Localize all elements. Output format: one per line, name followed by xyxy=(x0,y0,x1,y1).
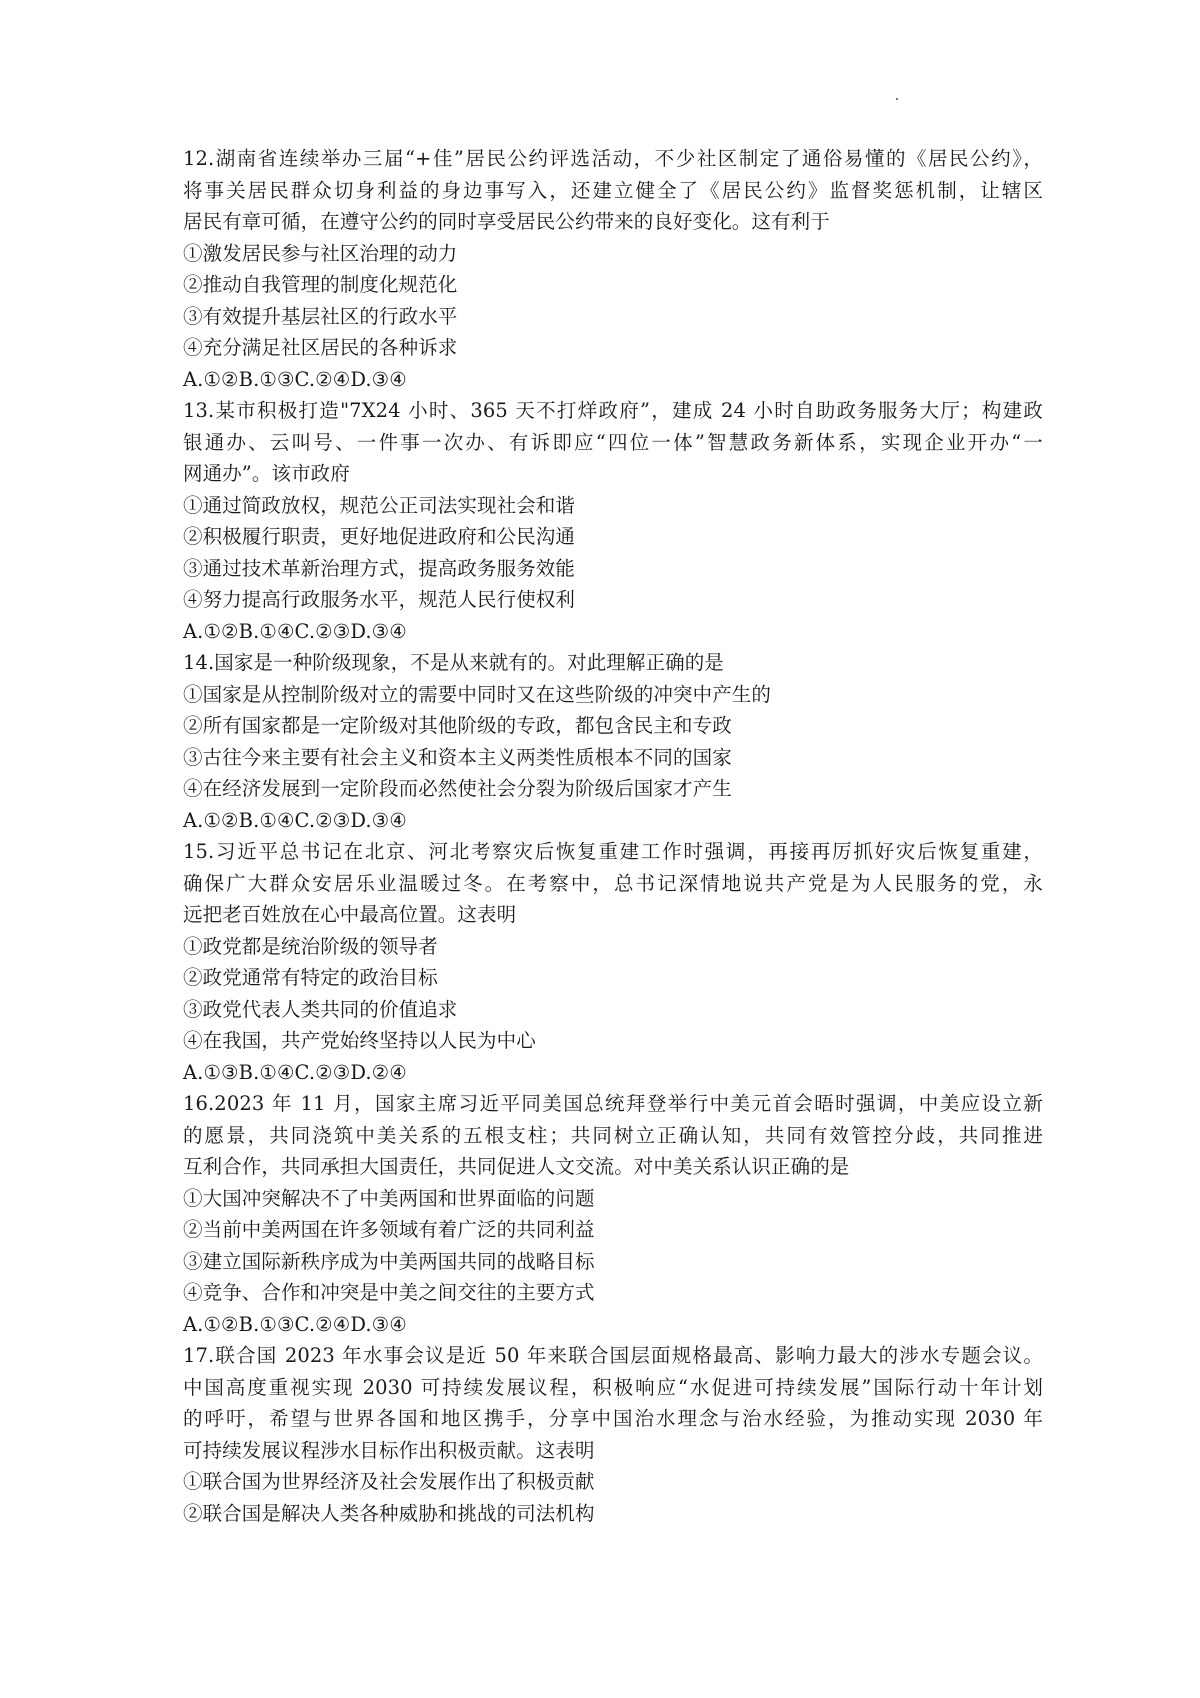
option-4: ④充分满足社区居民的各种诉求 xyxy=(183,336,458,359)
option-2: ②推动自我管理的制度化规范化 xyxy=(183,273,458,296)
answer-choices: A.①②B.①④C.②③D.③④ xyxy=(183,808,407,832)
question-stem-line: 的愿景，共同浇筑中美关系的五根支柱；共同树立正确认知，共同有效管控分歧，共同推进 xyxy=(183,1123,1043,1147)
option-1: ①大国冲突解决不了中美两国和世界面临的问题 xyxy=(183,1186,595,1210)
question-17 xyxy=(183,1340,1043,1529)
question-stem-line: 远把老百姓放在心中最高位置。这表明 xyxy=(183,903,517,926)
option-1: ①联合国为世界经济及社会发展作出了积极贡献 xyxy=(183,1470,595,1493)
question-15 xyxy=(183,836,1043,1088)
question-stem-line: 12.湖南省连续举办三届“+佳”居民公约评选活动，不少社区制定了通俗易懂的《居民公约》， xyxy=(183,147,1043,170)
question-stem-line: 网通办”。该市政府 xyxy=(183,462,350,485)
option-1: ①政党都是统治阶级的领导者 xyxy=(183,934,438,958)
option-1: ①国家是从控制阶级对立的需要中同时又在这些阶级的冲突中产生的 xyxy=(183,682,772,706)
question-stem-line: 银通办、云叫号、一件事一次办、有诉即应“四位一体”智慧政务新体系，实现企业开办“一 xyxy=(183,430,1043,454)
option-3: ③古往今来主要有社会主义和资本主义两类性质根本不同的国家 xyxy=(183,745,732,769)
option-2: ②政党通常有特定的政治目标 xyxy=(183,966,438,989)
option-4: ④努力提高行政服务水平，规范人民行使权利 xyxy=(183,588,576,611)
option-4: ④在经济发展到一定阶段而必然使社会分裂为阶级后国家才产生 xyxy=(183,777,732,800)
option-4: ④在我国，共产党始终坚持以人民为中心 xyxy=(183,1029,536,1052)
question-stem-line: 可持续发展议程涉水目标作出积极贡献。这表明 xyxy=(183,1438,595,1462)
exam-page xyxy=(183,143,1043,1529)
question-stem-line: 中国高度重视实现 2030 可持续发展议程，积极响应“水促进可持续发展”国际行动十年计划 xyxy=(183,1375,1043,1399)
option-2: ②当前中美两国在许多领域有着广泛的共同利益 xyxy=(183,1218,595,1241)
answer-choices: A.①②B.①③C.②④D.③④ xyxy=(183,1312,407,1336)
question-stem-line: 13.某市积极打造"7X24 小时、365 天不打烊政府”，建成 24 小时自助政务服务大厅；构建政 xyxy=(183,399,1043,422)
question-stem-line: 居民有章可循，在遵守公约的同时享受居民公约带来的良好变化。这有利于 xyxy=(183,210,830,233)
answer-choices: A.①②B.①③C.②④D.③④ xyxy=(183,367,407,391)
option-1: ①通过简政放权，规范公正司法实现社会和谐 xyxy=(183,493,576,517)
option-4: ④竞争、合作和冲突是中美之间交往的主要方式 xyxy=(183,1281,595,1304)
question-stem-line: 确保广大群众安居乐业温暖过冬。在考察中，总书记深情地说共产党是为人民服务的党，永 xyxy=(183,871,1043,895)
option-3: ③政党代表人类共同的价值追求 xyxy=(183,997,458,1021)
question-14 xyxy=(183,647,1043,836)
option-3: ③建立国际新秩序成为中美两国共同的战略目标 xyxy=(183,1249,595,1273)
question-stem-line: 14.国家是一种阶级现象，不是从来就有的。对此理解正确的是 xyxy=(183,651,724,674)
question-stem-line: 17.联合国 2023 年水事会议是近 50 年来联合国层面规格最高、影响力最大的涉水专题会议。 xyxy=(183,1344,1043,1367)
question-stem-line: 将事关居民群众切身利益的身边事写入，还建立健全了《居民公约》监督奖惩机制，让辖区 xyxy=(183,178,1043,202)
question-stem-line: 的呼吁，希望与世界各国和地区携手，分享中国治水理念与治水经验，为推动实现 2030 年 xyxy=(183,1407,1043,1430)
option-2: ②积极履行职责，更好地促进政府和公民沟通 xyxy=(183,525,576,548)
question-stem-line: 15.习近平总书记在北京、河北考察灾后恢复重建工作时强调，再接再厉抓好灾后恢复重建， xyxy=(183,840,1043,863)
option-3: ③有效提升基层社区的行政水平 xyxy=(183,304,458,328)
question-12 xyxy=(183,143,1043,395)
option-2: ②联合国是解决人类各种威胁和挑战的司法机构 xyxy=(183,1501,595,1525)
option-1: ①激发居民参与社区治理的动力 xyxy=(183,241,458,265)
answer-choices: A.①③B.①④C.②③D.②④ xyxy=(183,1060,407,1084)
scan-speck xyxy=(896,98,898,100)
question-16 xyxy=(183,1088,1043,1340)
question-13 xyxy=(183,395,1043,647)
answer-choices: A.①②B.①④C.②③D.③④ xyxy=(183,619,407,643)
option-2: ②所有国家都是一定阶级对其他阶级的专政，都包含民主和专政 xyxy=(183,714,732,737)
question-stem-line: 互利合作，共同承担大国责任，共同促进人文交流。对中美关系认识正确的是 xyxy=(183,1155,850,1178)
option-3: ③通过技术革新治理方式，提高政务服务效能 xyxy=(183,556,576,580)
question-stem-line: 16.2023 年 11 月，国家主席习近平同美国总统拜登举行中美元首会晤时强调，中美应设立新 xyxy=(183,1092,1043,1115)
